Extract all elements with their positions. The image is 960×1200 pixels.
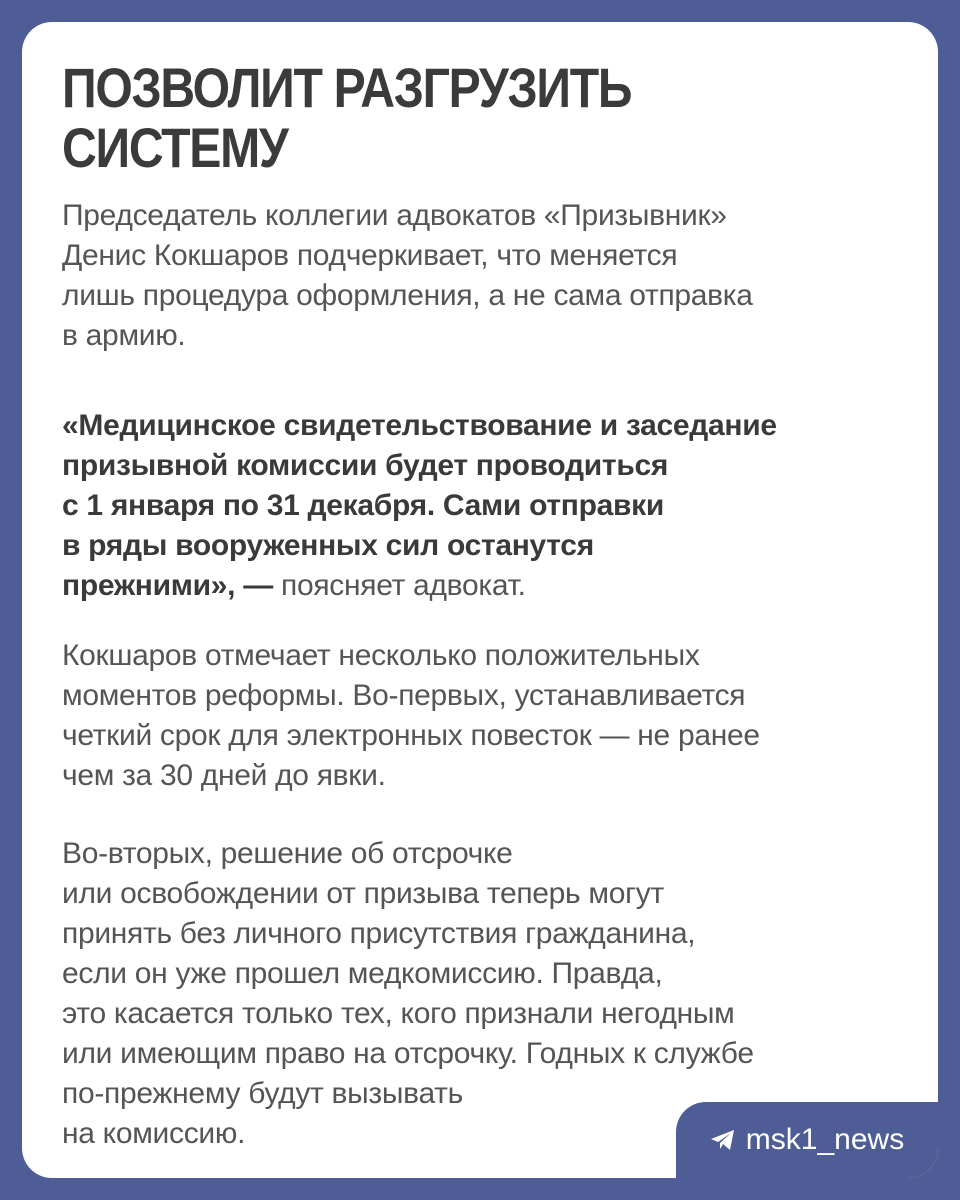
- news-card: [22, 22, 938, 1178]
- quote-line: с 1 января по 31 декабря. Сами отправки: [62, 489, 664, 522]
- paragraph-reform-second: [62, 834, 754, 1154]
- text-line: чем за 30 дней до явки.: [62, 759, 386, 792]
- paragraph-reform-first: [62, 636, 760, 796]
- paragraph-intro: [62, 196, 753, 356]
- headline: [62, 58, 767, 178]
- channel-badge[interactable]: [676, 1102, 938, 1178]
- text-line: или освобождении от призыва теперь могут: [62, 877, 664, 910]
- text-line: моментов реформы. Во-первых, устанавливается: [62, 679, 746, 712]
- headline-line: ПОЗВОЛИТ РАЗГРУЗИТЬ: [62, 56, 632, 119]
- channel-name: msk1_news: [745, 1123, 905, 1156]
- headline-line: СИСТЕМУ: [62, 116, 288, 179]
- quote-line: в ряды вооруженных сил останутся: [62, 529, 594, 562]
- text-line: в армию.: [62, 319, 186, 352]
- text-line: Во-вторых, решение об отсрочке: [62, 837, 513, 870]
- text-line: если он уже прошел медкомиссию. Правда,: [62, 957, 663, 990]
- quote-end: прежними», —: [62, 569, 273, 602]
- text-line: Кокшаров отмечает несколько положительных: [62, 639, 700, 672]
- paragraph-quote: [62, 406, 777, 606]
- text-line: четкий срок для электронных повесток — не ранее: [62, 719, 760, 752]
- text-line: или имеющим право на отсрочку. Годных к службе: [62, 1037, 754, 1070]
- quote-last-line: [62, 566, 777, 606]
- text-line: лишь процедура оформления, а не сама отправка: [62, 279, 753, 312]
- text-line: это касается только тех, кого признали негодным: [62, 997, 735, 1030]
- text-line: принять без личного присутствия гражданина,: [62, 917, 696, 950]
- text-line: на комиссию.: [62, 1117, 246, 1150]
- text-line: Председатель коллегии адвокатов «Призывник»: [62, 199, 727, 232]
- text-line: по-прежнему будут вызывать: [62, 1077, 463, 1110]
- quote-attribution: поясняет адвокат.: [272, 569, 526, 602]
- text-line: Денис Кокшаров подчеркивает, что меняется: [62, 239, 678, 272]
- telegram-icon: [710, 1129, 736, 1151]
- quote-line: призывной комиссии будет проводиться: [62, 449, 669, 482]
- quote-line: «Медицинское свидетельствование и заседание: [62, 409, 777, 442]
